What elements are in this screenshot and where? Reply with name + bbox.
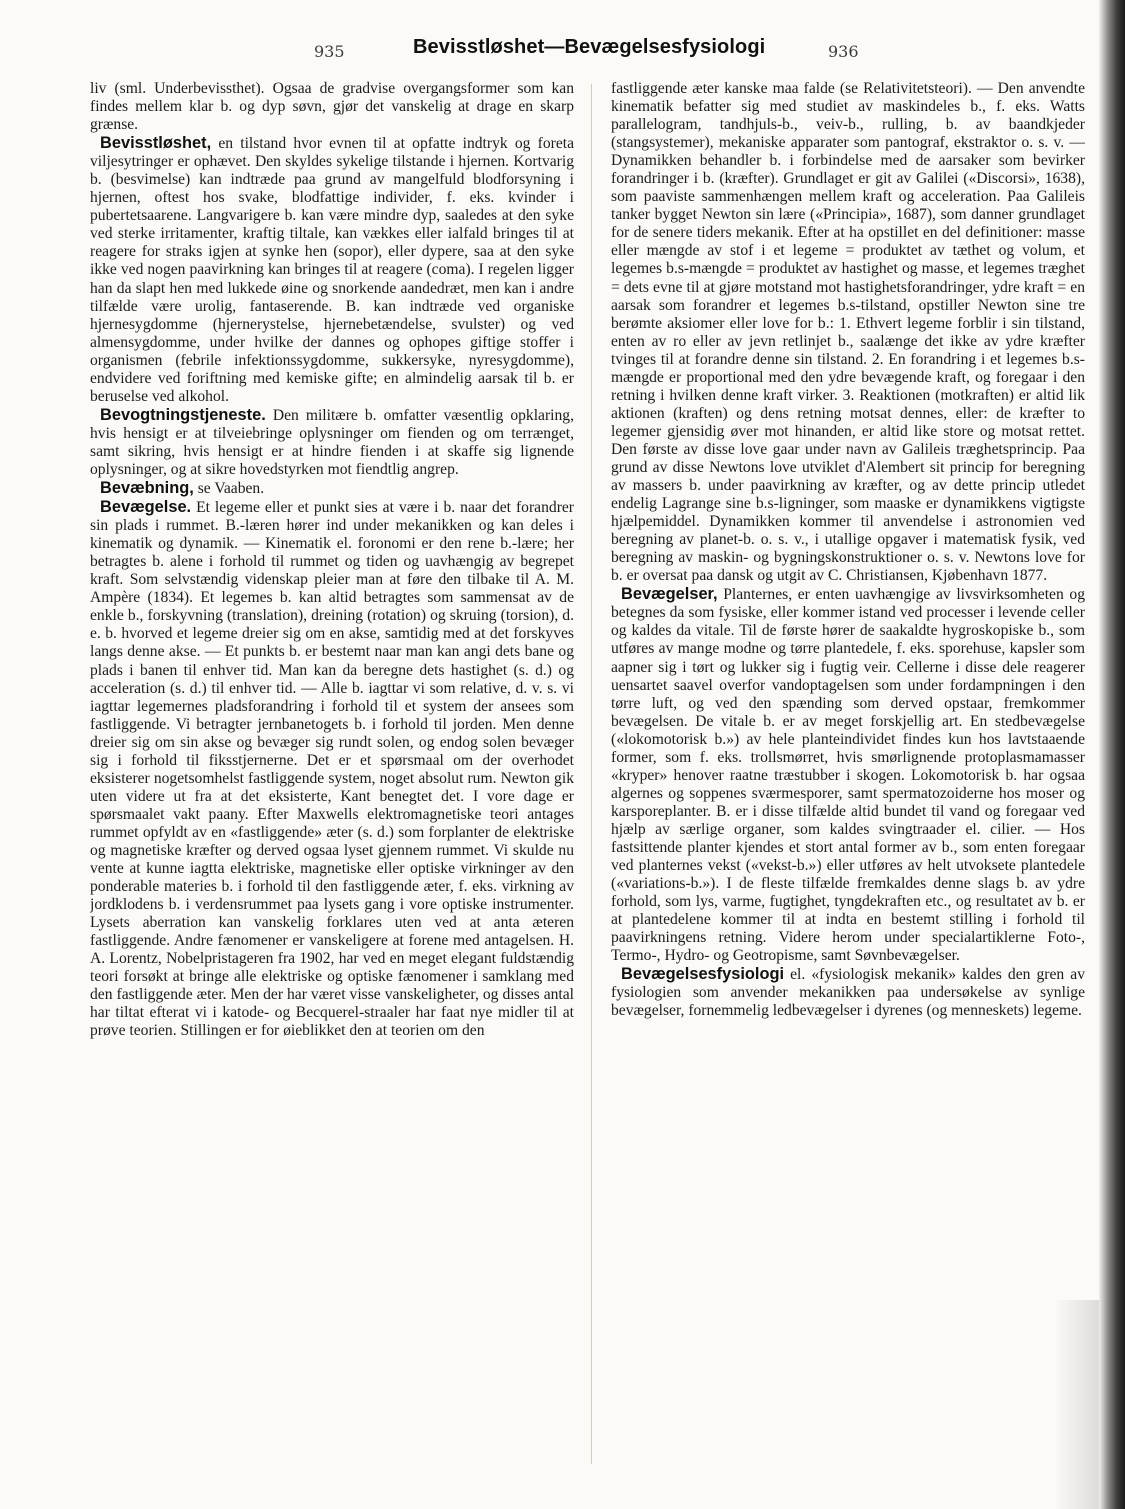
entry-bevaegelser xyxy=(611,585,1085,965)
headword: Bevægelser, xyxy=(621,585,718,604)
entry-bevaebning xyxy=(90,479,574,498)
headword: Bevogtningstjeneste. xyxy=(100,405,266,424)
column-divider xyxy=(591,84,592,1464)
entry-bevisstloshet xyxy=(90,134,574,406)
headword: Bevisstløshet, xyxy=(100,134,212,153)
page-number-left: 935 xyxy=(314,42,345,61)
entry-text: Et legeme eller et punkt sies at være i b. naar det forandrer sin plads i rummet. B.-læren hører ind under mekanikken og kan deles i kinematik og dynamik. — Kinematik el. foronomi er den rene b.-lære; her betragtes b. alene i forhold til rummet og tiden og uavhængig av begrepet kraft. Som selvstændig videnskap pleier man at føre den tilbake til A. M. Ampère (1834). Et legemes b. kan altid betragtes som sammensat av de enkle b., forskyvning (translation), dreining (rotation) og skruing (torsion), d. e. b. hvorved et legeme dreier sig om en akse, samtidig med at det forskyves langs denne akse. — Et punkts b. er bestemt naar man kan angi dets bane og plads i banen til enhver tid. Man kan da beregne dets hastighet (s. d.) og acceleration (s. d.) til enhver tid. — Alle b. iagttar vi som relative, d. v. s. vi iagttar legemernes pladsforandring i forhold til et system der ansees som fastliggende. Vi betragter jernbanetogets b. i forhold til jorden. Men denne dreier sig om sin akse og bevæger sig rundt solen, og endog solen bevæger sig i forhold til fiksstjernerne. Det er et spørsmaal om der overhodet eksisterer nogetsomhelst fastliggende system, noget absolut rum. Newton gik uten videre ut fra at det eksisterte, Kant benegtet det. I vore dage er spørsmaalet vakt paany. Efter Maxwells elektromagnetiske teori antages rummet opfyldt av en «fastliggende» æter (s. d.) som forplanter de elektriske og magnetiske kræfter og derved ogsaa lyset gjennem rummet. Vi skulde nu vente at kunne iagtta elektriske, magnetiske eller optiske virkninger av den ponderable materies b. i forhold til den fastliggende æter, f. eks. virkning av jordklodens b. i verdensrummet paa lysets gang i vore optiske instrumenter. Lysets aberration kan vanskelig forklares uten ved at anta æteren fastliggende. Andre fænomener er vanskeligere at forene med antagelsen. H. A. Lorentz, Nobelpristageren fra 1902, har ved en meget elegant fuldstændig teori forsøkt at bringe alle elektriske og optiske fænomener i samklang med den fastliggende æter. Men der har været visse vanskeligheter, og disses antal har tiltat efterat vi i katode- og Becquerel-straaler har faat nye midler til at prøve teorien. Stillingen er for øieblikket den at teorien om den xyxy=(90,499,574,1040)
entry-bevaegelsesfysiologi xyxy=(611,965,1085,1020)
entry-continuation: liv (sml. Underbevissthet). Ogsaa de gradvise overgangsformer som kan findes mellem klar b. og dyp søvn, gjør det vanskelig at drage en skarp grænse. xyxy=(90,80,574,134)
entry-text: el. «fysiologisk mekanik» kaldes den gren av fysiologien som anvender mekanikken paa undersøkelse av synlige bevægelser, fornemmelig ledbevægelser i dyrenes (og menneskets) legeme. xyxy=(611,966,1085,1020)
headword: Bevæbning, xyxy=(100,479,194,498)
entry-text: Den militære b. omfatter væsentlig opklaring, hvis hensigt er at tilveiebringe oplysninger om fienden og om terrænget, samt sikring, hvis hensigt er at hindre fienden i at skaffe sig lignende oplysninger, og at sikre hovedstyrken mot fiendtlig angrep. xyxy=(90,406,574,478)
headword: Bevægelsesfysiologi xyxy=(621,965,785,984)
left-column xyxy=(90,80,574,1470)
entry-text: en tilstand hvor evnen til at opfatte indtryk og foreta viljesytringer er ophævet. Den skyldes sykelige tilstande i hjernen. Kortvarig b. (besvimelse) kan indtræde paa grund av mangelfuld blodforsyning i hjernen, oftest hos svake, blodfattige individer, f. eks. kvinder i pubertetsaarene. Langvarigere b. kan være mindre dyp, saaledes at den syke ved sterke irritamenter, kraftig tiltale, kan vækkes eller ialfald bringes til at reagere for straks igjen at synke hen (sopor), eller dypere, saa at den syke ikke ved nogen paavirkning kan bringes til at reagere (coma). I regelen ligger han da slapt hen med lukkede øine og snorkende aandedræt, men kan i andre tilfælde være urolig, fantaserende. B. kan indtræde ved organiske hjernesygdomme (hjernerystelse, hjernebetændelse, svulster) og ved almensygdomme, under hvilke der dannes og ophopes giftige stoffer i organismen (febrile infektionssygdomme, sukkersyke, nyresygdomme), endvidere ved foriftning med kemiske gifte; en almindelig aarsak til b. er beruselse ved alkohol. xyxy=(90,135,574,405)
entry-text: se Vaaben. xyxy=(193,480,265,498)
entry-continuation: fastliggende æter kanske maa falde (se Relativitetsteori). — Den anvendte kinematik befatter sig med studiet av maskindeles b., f. eks. Watts parallelogram, tandhjuls-b., veiv-b., rulling, b. av baandkjeder (stangsystemer), mekaniske apparater som pantograf, ekstraktor o. s. v. — Dynamikken behandler b. i forbindelse med de aarsaker som bevirker forandringer i b. (kræfter). Grundlaget er git av Galilei («Discorsi», 1638), som paaviste sammenhængen mellem kraft og acceleration. Paa Galileis tanker bygget Newton sin lære («Principia», 1687), som danner grundlaget for de senere tiders mekanik. Efter at ha opstillet en del definitioner: masse eller mængde av stof i et legeme = produktet av tæthet og volum, et legemes b.s-mængde = produktet av hastighet og masse, et legemes træghet = dets evne til at gjøre motstand mot hastighetsforandringer, ydre kraft = en aarsak som forandrer et legemes b.s-tilstand, opstiller Newton sine tre berømte aksiomer eller love for b.: 1. Ethvert legeme forblir i sin tilstand, enten av ro eller av jevn retlinjet b., saalænge det ikke av ydre kræfter tvinges til at forandre denne sin tilstand. 2. En forandring i et legemes b.s-mængde er proportional med den ydre bevægende kraft, og foregaar i den retning i hvilken denne kraft virker. 3. Reaktionen (motkraften) er altid lik aktionen (kraften) og dens retning motsat dennes, eller: de kræfter to legemer gjensidig øver mot hinanden, er altid like store og motsat rettet. Den første av disse love gaar under navn av Galileis træghetsprincip. Paa grund av disse Newtons love utviklet d'Alembert sit princip for beregning av massers b. under paavirkning av kræfter, og av dette princip utledet endelig Lagrange sine b.s-ligninger, som maaske er dynamikkens vigtigste hjælpemiddel. Dynamikken kommer til anvendelse i astronomien ved beregning av planet-b. o. s. v., i utallige opgaver i matematisk fysik, ved beregning av maskin- og bygningskonstruktioner o. s. v. Newtons love for b. er oversat paa dansk og utgit av C. Christiansen, Kjøbenhavn 1877. xyxy=(611,80,1085,585)
entry-text: Planternes, er enten uavhængige av livsvirksomheten og betegnes da som fysiske, eller kommer istand ved processer i levende celler og kaldes da vitale. Til de første hører de saakaldte hygroskopiske b., som utføres av mange modne og tørre plantedele, f. eks. sporehuse, kapsler som aapner sig i tørt og lukker sig i fugtig veir. Cellerne i disse dele reagerer uensartet saavel overfor vandoptagelsen som under fordampningen i den tørre luft, og ved den spænding som derved opstaar, fremkommer bevægelsen. De vitale b. er av meget forskjellig art. En stedbevægelse («lokomotorisk b.») av hele planteindividet findes kun hos lavtstaaende former, som f. eks. trollsmørret, hvis smørlignende protoplasmamasser «kryper» henover raatne træstubber i skogen. Lokomotorisk b. har ogsaa algernes og soppenes sværmesporer, samt spermatozoiderne hos moser og karsporeplanter. B. er i disse tilfælde altid bundet til vand og foregaar ved hjælp av særlige organer, som kaldes svingtraader el. cilier. — Hos fastsittende planter kjendes et stort antal former av b., som enten foregaar ved planternes vekst («vekst-b.») eller utføres av helt utvoksete plantedele («variations-b.»). I de fleste tilfælde fremkaldes denne slags b. av ydre forhold, som lys, varme, fugtighet, tyngdekraften etc., og resultatet av b. er at plantedelene kommer til at indta en bestemt stilling i forhold til paavirkningens retning. Videre herom under specialartiklerne Foto-, Termo-, Hydro- og Geotropisme, samt Søvnbevægelser. xyxy=(611,586,1085,965)
entry-bevaegelse xyxy=(90,498,574,1040)
right-column xyxy=(611,80,1085,1470)
running-title: Bevisstløshet—Bevægelsesfysiologi xyxy=(413,36,766,58)
page-edge-shadow xyxy=(1099,0,1125,1509)
running-header xyxy=(88,36,1088,66)
entry-bevogtningstjeneste xyxy=(90,406,574,479)
headword: Bevægelse. xyxy=(100,498,192,517)
page-number-right: 936 xyxy=(828,42,859,61)
